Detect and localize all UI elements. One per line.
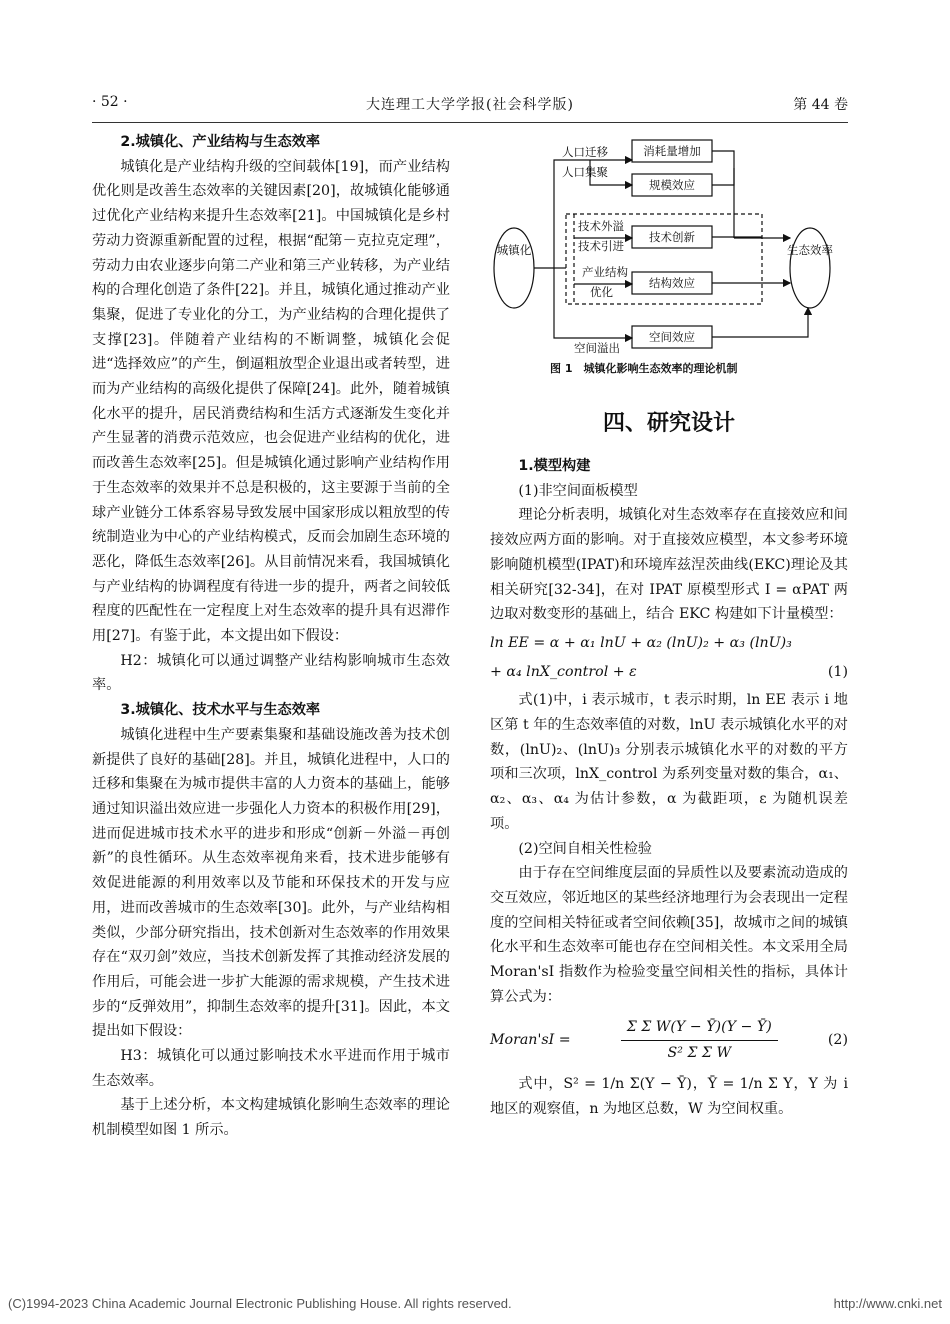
copyright-text: (C)1994-2023 China Academic Journal Electronic Publishing House. All rights reserved. [8, 1296, 512, 1311]
page-number: · 52 · [92, 94, 128, 110]
journal-title: 大连理工大学学报(社会科学版) [366, 97, 574, 113]
right-column [490, 454, 848, 1121]
paragraph-eq1-explain: 式(1)中，i 表示城市，t 表示时期，ln EE 表示 i 地区第 t 年的生态效率值的对数，lnU 表示城镇化水平的对数，(lnU)₂、(lnU)₃ 分别表示城镇化水平的对数的平方项和三次项，lnX_control 为系列变量对数的集合，α₁、α₂、α₃、α₄ 为估计参数，α 为截距项，ε 为随机误差项。 [490, 692, 848, 832]
label-eco-efficiency: 生态效率 [787, 243, 833, 257]
equation-2 [490, 1015, 848, 1065]
eq1-number: (1) [827, 663, 848, 680]
label-struct-effect: 结构效应 [649, 276, 695, 290]
paragraph-technology: 城镇化进程中生产要素集聚和基础设施改善为技术创新提供了良好的基础[28]。并且，城镇化进程中，人口的迁移和集聚在为城市提供丰富的人力资本的基础上，能够通过知识溢出效应进一步强化人力资本的积极作用[29]，进而促进城市技术水平的进步和形成“创新－外溢－再创新”的良性循环。从生态效率视角来看，技术进步能够有效促进能源的利用效率以及节能和环保技术的开发与应用，进而改善城市的生态效率[30]。此外，与产业结构相类似，少部分研究指出，技术创新对生态效率的作用效果存在“双刃剑”效应，当技术创新发挥了其推动经济发展的作用后，可能会进一步扩大能源的需求规模，产生技术进步的“反弹效用”，抑制生态效率的提升[31]。因此，本文提出如下假设： [92, 726, 450, 1040]
label-tech-intro: 技术引进 [578, 239, 624, 253]
label-consumption: 消耗量增加 [643, 144, 701, 158]
label-spatial-spill: 空间溢出 [574, 341, 620, 355]
mechanism-diagram [490, 138, 848, 358]
node-eco-efficiency [790, 228, 830, 308]
equation-1 [490, 631, 848, 656]
paragraph-summary: 基于上述分析，本文构建城镇化影响生态效率的理论机制模型如图 1 所示。 [92, 1097, 450, 1139]
heading-technology: 3.城镇化、技术水平与生态效率 [120, 702, 321, 719]
label-pop-agg: 人口集聚 [562, 165, 608, 179]
eq2-number: (2) [827, 1032, 848, 1049]
hypothesis-h2: H2：城镇化可以通过调整产业结构影响城市生态效率。 [92, 652, 450, 694]
eq2-numerator: Σ Σ W(Y − Ȳ)(Y − Ȳ) [621, 1015, 778, 1041]
cnki-link[interactable]: http://www.cnki.net [833, 1296, 942, 1311]
volume-label: 第 44 卷 [793, 97, 848, 113]
paragraph-eq2-explain: 式中，S² = 1/n Σ(Y − Ȳ)，Ȳ = 1/n Σ Y，Y 为 i 地区的观察值，n 为地区总数，W 为空间权重。 [490, 1075, 848, 1117]
heading-industry: 2.城镇化、产业结构与生态效率 [120, 134, 321, 150]
subheading-spatial: (2)空间自相关性检验 [518, 840, 652, 857]
heading-model: 1.模型构建 [518, 458, 591, 474]
eq1-line1: ln EE = α + α₁ lnU + α₂ (lnU)₂ + α₃ (lnU)₃ [490, 634, 792, 651]
eq2-denominator: S² Σ Σ W [667, 1045, 732, 1062]
label-tech-spill: 技术外溢 [578, 219, 624, 233]
eq2-lhs: Moran'sI = [490, 1032, 571, 1049]
header-rule [92, 122, 848, 123]
label-ind-struct: 产业结构 [582, 265, 628, 279]
node-urbanization [494, 228, 534, 308]
subheading-nonspatial: (1)非空间面板模型 [518, 482, 638, 499]
left-column [92, 130, 450, 1143]
label-urbanization: 城镇化 [496, 243, 532, 257]
mechanism-figure [490, 138, 848, 358]
figure-caption: 图 1 城镇化影响生态效率的理论机制 [550, 362, 738, 375]
paragraph-industry: 城镇化是产业结构升级的空间载体[19]，而产业结构优化则是改善生态效率的关键因素[20]，故城镇化能够通过优化产业结构来提升生态效率[21]。中国城镇化是乡村劳动力资源重新配置的过程，根据“配第－克拉克定理”，劳动力由农业逐步向第二产业和第三产业转移，为产业结构的合理化创造了条件[22]。并且，城镇化通过推动产业集聚，促进了专业化的分工，为产业结构的合理化提供了支撑[23]。伴随着产业结构的不断调整，城镇化会促进“选择效应”的产生，倒逼粗放型企业退出或者转型，进而为产业结构的高级化提供了保障[24]。此外，随着城镇化水平的提升，居民消费结构和生活方式逐渐发生变化并产生显著的消费示范效应，也会促进产业结构的优化，进而改善生态效率[25]。但是城镇化通过影响产业结构作用于生态效率的效果并不总是积极的，这主要源于当前的全球产业链分工体系容易导致发展中国家形成以粗放型的传统制造业为中心的产业结构模式，反而会加剧生态环境的恶化，降低生态效率[26]。从目前情况来看，我国城镇化与产业结构的协调程度有待进一步的提升，两者之间较低程度的匹配性在一定程度上对生态效率的提升具有迟滞作用[27]。有鉴于此，本文提出如下假设： [92, 158, 450, 645]
paragraph-spatial: 由于存在空间维度层面的异质性以及要素流动造成的交互效应，邻近地区的某些经济地理行为会表现出一定程度的空间相关特征或者空间依赖[35]，故城市之间的城镇化水平和生态效率可能也存在空间相关性。本文采用全局 Moran'sI 指数作为检验变量空间相关性的指标，具体计算公式为： [490, 865, 848, 1005]
label-scale: 规模效应 [649, 178, 695, 192]
paragraph-model: 理论分析表明，城镇化对生态效率存在直接效应和间接效应两方面的影响。对于直接效应模型，本文参考环境影响随机模型(IPAT)和环境库兹涅茨曲线(EKC)理论及其相关研究[32-34]，在对 IPAT 原模型形式 I = αPAT 两边取对数变形的基础上，结合 EKC 构建如下计量模型： [490, 507, 848, 623]
label-tech-innov: 技术创新 [649, 230, 695, 244]
eq1-line2: + α₄ lnX_control + ε [490, 663, 637, 680]
running-header [92, 94, 848, 118]
label-pop-migration: 人口迁移 [562, 145, 608, 159]
label-spatial-effect: 空间效应 [649, 330, 695, 344]
eq2-fraction [621, 1015, 778, 1065]
hypothesis-h3: H3：城镇化可以通过影响技术水平进而作用于城市生态效率。 [92, 1048, 450, 1089]
label-optimize: 优化 [590, 285, 613, 299]
equation-1-cont [490, 660, 848, 685]
section-title: 四、研究设计 [602, 411, 735, 436]
